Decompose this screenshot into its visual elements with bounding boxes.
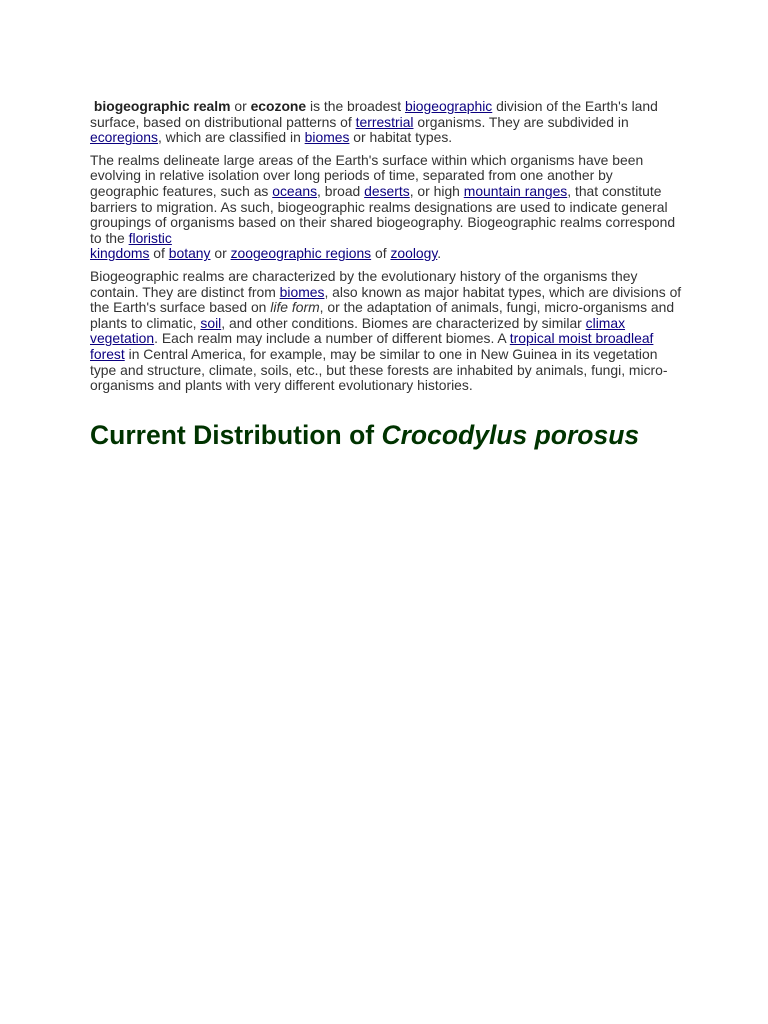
link-biogeographic[interactable]: biogeographic [404, 98, 493, 114]
link-zoology[interactable]: zoology [390, 245, 438, 262]
paragraph-realms: The realms delineate large areas of the Earth's surface within which organisms have been evolving in relative isolation over long periods of time, separated from one another by geographic features, such as oceans, broad deserts, or high mountain ranges, that constitute barriers to migration. As such, biogeographic realms designations are used to indicate general groupings of organisms based on their shared biogeography. Biogeographic realms correspond to the floristic kingdoms of botany or zoogeographic regions of zoology. [90, 151, 676, 262]
link-biomes[interactable]: biomes [304, 129, 350, 146]
link-deserts[interactable]: deserts [364, 182, 410, 199]
link-floristic[interactable]: floristic [128, 229, 172, 246]
term-ecozone: ecozone [250, 98, 307, 114]
section-heading [90, 418, 639, 452]
term-life-form: life form [270, 299, 320, 316]
paragraph-intro: biogeographic realm or ecozone is the broadest biogeographic division of the Earth's land surface, based on distributional patterns of terrestrial organisms. They are subdivided in ecoregions, which are classified in biomes or habitat types. [90, 98, 658, 146]
paragraph-biomes: Biogeographic realms are characterized by the evolutionary history of the organisms they contain. They are distinct from biomes, also known as major habitat types, which are divisions of the Earth's surface based on life form, or the adaptation of animals, fungi, micro-organisms and plants to climatic, soil, and other conditions. Biomes are characterized by similar climax vegetation. Each realm may include a number of different biomes. A tropical moist broadleaf forest in Central America, for example, may be similar to one in New Guinea in its vegetation type and structure, climate, soils, etc., but these forests are inhabited by animals, fungi, micro-organisms and plants with very different evolutionary histories. [90, 267, 682, 394]
link-soil[interactable]: soil [200, 314, 222, 331]
link-terrestrial[interactable]: terrestrial [355, 113, 414, 130]
heading-prefix: Current Distribution of [90, 420, 382, 450]
link-oceans[interactable]: oceans [272, 182, 318, 199]
link-botany[interactable]: botany [168, 245, 211, 262]
link-biomes-2[interactable]: biomes [279, 283, 325, 300]
term-biogeographic-realm: biogeographic realm [93, 98, 231, 114]
link-tropical-moist-broadleaf-forest[interactable]: tropical moist broadleaf forest [90, 330, 654, 362]
article-body [90, 99, 682, 401]
link-mountain-ranges[interactable]: mountain ranges [463, 182, 568, 199]
link-kingdoms[interactable]: kingdoms [90, 245, 150, 262]
link-ecoregions[interactable]: ecoregions [90, 129, 158, 146]
link-climax-vegetation[interactable]: climax vegetation [90, 314, 626, 347]
heading-species-name: Crocodylus porosus [381, 420, 640, 450]
link-zoogeographic-regions[interactable]: zoogeographic regions [230, 245, 372, 262]
